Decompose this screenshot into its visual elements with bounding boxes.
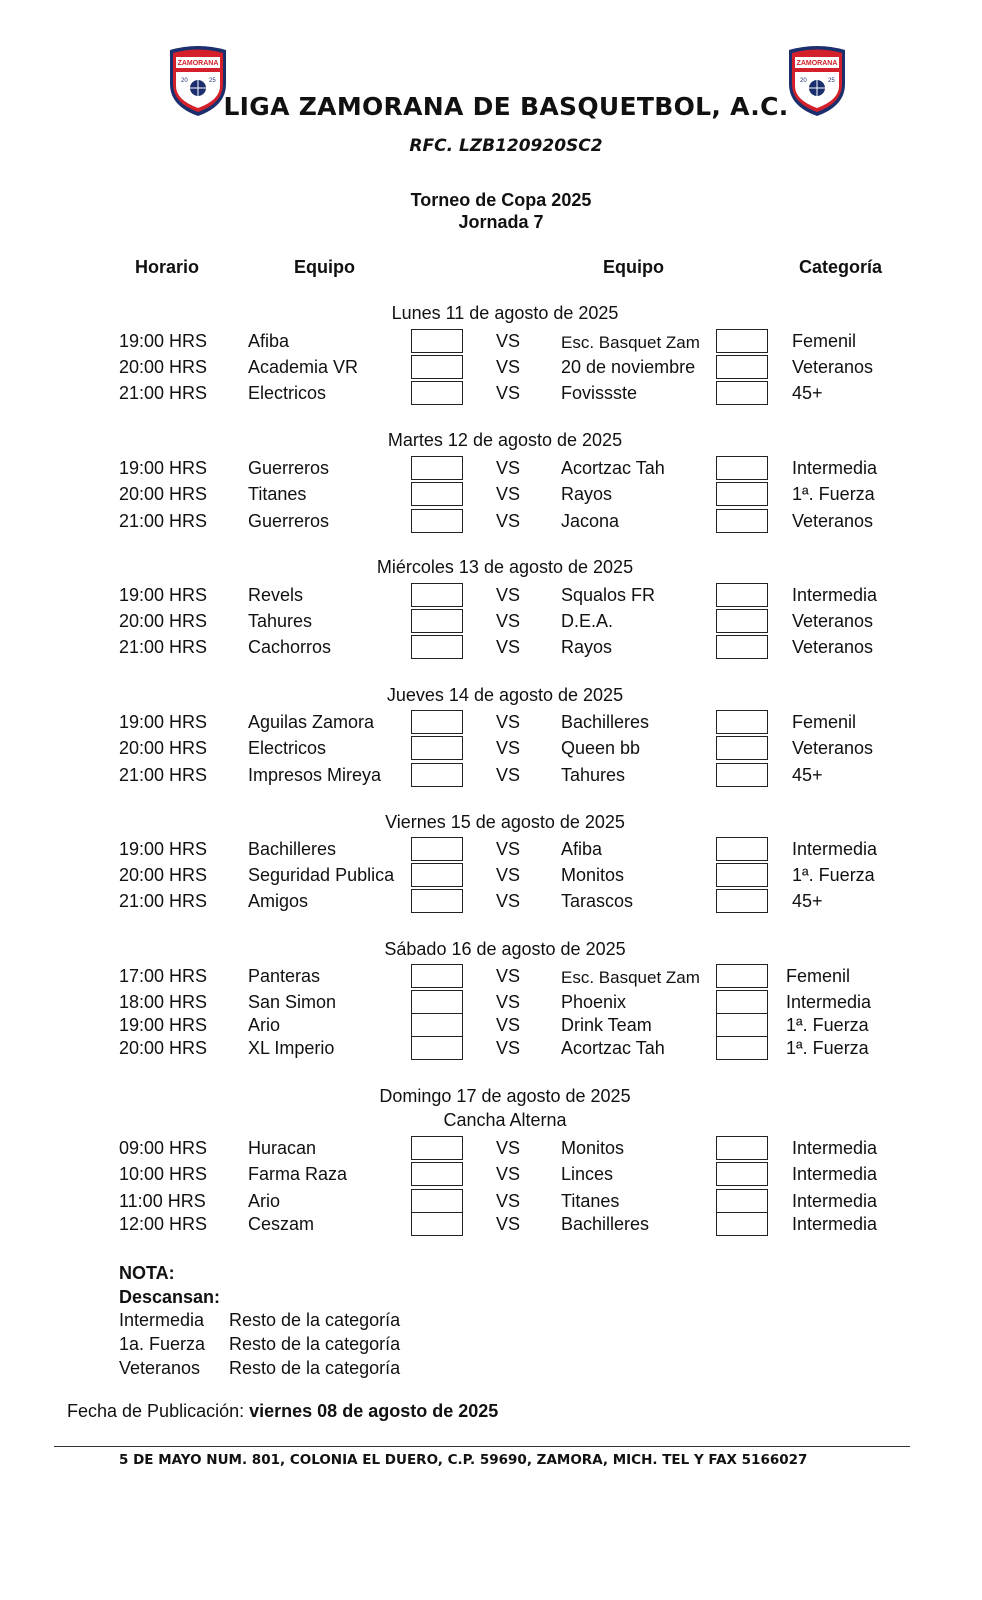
vs-label: VS (496, 511, 521, 531)
match-time: 21:00 HRS (119, 891, 208, 911)
away-score-box (716, 837, 768, 861)
home-score-box (411, 990, 463, 1014)
day-heading: Domingo 17 de agosto de 2025 (379, 1086, 631, 1106)
match-time: 19:00 HRS (119, 1015, 208, 1035)
away-team: Esc. Basquet Zam (561, 333, 700, 352)
away-team: Rayos (561, 484, 613, 504)
vs-label: VS (496, 992, 521, 1012)
away-team: Linces (561, 1164, 614, 1184)
footer-address: 5 DE MAYO NUM. 801, COLONIA EL DUERO, C.P. 59690, ZAMORA, MICH. TEL Y FAX 5166027 (119, 1452, 808, 1468)
home-score-box (411, 964, 463, 988)
away-team: Phoenix (561, 992, 627, 1012)
home-team: Panteras (248, 966, 321, 986)
home-score-box (411, 456, 463, 480)
home-team: San Simon (248, 992, 337, 1012)
home-team: Bachilleres (248, 839, 337, 859)
home-team: Guerreros (248, 458, 330, 478)
away-score-box (716, 482, 768, 506)
away-score-box (716, 964, 768, 988)
away-score-box (716, 355, 768, 379)
away-team: Acortzac Tah (561, 1038, 665, 1058)
match-time: 12:00 HRS (119, 1214, 208, 1234)
match-row (0, 482, 982, 508)
home-team: Ario (248, 1191, 281, 1211)
svg-text:20: 20 (800, 78, 807, 84)
home-team: Cachorros (248, 637, 332, 657)
match-time: 21:00 HRS (119, 637, 208, 657)
tournament-heading (0, 189, 982, 233)
match-row (0, 381, 982, 407)
home-team: XL Imperio (248, 1038, 335, 1058)
vs-label: VS (496, 383, 521, 403)
away-score-box (716, 990, 768, 1014)
away-score-box (716, 736, 768, 760)
match-row (0, 1212, 982, 1238)
match-category: Intermedia (786, 992, 872, 1012)
away-team: Monitos (561, 1138, 625, 1158)
match-category: Femenil (792, 712, 857, 732)
vs-label: VS (496, 1038, 521, 1058)
match-category: 45+ (792, 765, 823, 785)
publication-value: viernes 08 de agosto de 2025 (249, 1401, 499, 1421)
col-header-category: Categoría (799, 257, 883, 277)
away-score-box (716, 609, 768, 633)
match-category: Intermedia (792, 585, 878, 605)
match-time: 09:00 HRS (119, 1138, 208, 1158)
match-time: 21:00 HRS (119, 383, 208, 403)
vs-label: VS (496, 1164, 521, 1184)
match-time: 19:00 HRS (119, 839, 208, 859)
away-score-box (716, 1162, 768, 1186)
away-team: Jacona (561, 511, 620, 531)
home-team: Titanes (248, 484, 307, 504)
away-score-box (716, 1036, 768, 1060)
vs-label: VS (496, 637, 521, 657)
match-row (0, 635, 982, 661)
footer-divider (54, 1446, 910, 1447)
day-subheading: Cancha Alterna (443, 1110, 567, 1130)
match-category: 45+ (792, 891, 823, 911)
home-team: Electricos (248, 383, 327, 403)
match-category: 1ª. Fuerza (786, 1015, 869, 1035)
note-label: NOTA: (119, 1263, 175, 1283)
match-category: Intermedia (792, 839, 878, 859)
away-team: Tahures (561, 765, 626, 785)
day-heading: Viernes 15 de agosto de 2025 (385, 812, 625, 832)
svg-text:20: 20 (181, 78, 188, 84)
away-team: Tarascos (561, 891, 634, 911)
home-score-box (411, 863, 463, 887)
day-heading: Jueves 14 de agosto de 2025 (386, 685, 624, 705)
vs-label: VS (496, 712, 521, 732)
match-category: 1ª. Fuerza (786, 1038, 869, 1058)
match-row (0, 1136, 982, 1162)
match-row (0, 456, 982, 482)
match-row (0, 863, 982, 889)
away-team: D.E.A. (561, 611, 614, 631)
rest-category: Veteranos (119, 1358, 201, 1378)
rest-category: Intermedia (119, 1310, 205, 1330)
col-header-time: Horario (135, 257, 200, 277)
match-row (0, 1162, 982, 1188)
home-score-box (411, 1013, 463, 1037)
away-team: 20 de noviembre (561, 357, 696, 377)
home-score-box (411, 763, 463, 787)
match-category: 1ª. Fuerza (792, 484, 875, 504)
rest-text: Resto de la categoría (229, 1310, 401, 1330)
match-time: 20:00 HRS (119, 738, 208, 758)
home-score-box (411, 837, 463, 861)
match-time: 21:00 HRS (119, 765, 208, 785)
away-team: Titanes (561, 1191, 620, 1211)
match-time: 19:00 HRS (119, 458, 208, 478)
home-score-box (411, 509, 463, 533)
svg-text:ZAMORANA: ZAMORANA (796, 60, 838, 67)
match-category: 1ª. Fuerza (792, 865, 875, 885)
away-team: Acortzac Tah (561, 458, 665, 478)
home-team: Academia VR (248, 357, 359, 377)
match-category: Veteranos (792, 637, 874, 657)
rest-text: Resto de la categoría (229, 1334, 401, 1354)
home-team: Impresos Mireya (248, 765, 382, 785)
match-row (0, 837, 982, 863)
home-team: Amigos (248, 891, 309, 911)
match-time: 19:00 HRS (119, 712, 208, 732)
match-row (0, 329, 982, 355)
match-time: 20:00 HRS (119, 357, 208, 377)
home-score-box (411, 583, 463, 607)
match-time: 10:00 HRS (119, 1164, 208, 1184)
match-category: Femenil (792, 331, 857, 351)
day-heading: Miércoles 13 de agosto de 2025 (376, 557, 634, 577)
away-team: Bachilleres (561, 712, 650, 732)
vs-label: VS (496, 1191, 521, 1211)
match-category: Intermedia (792, 1191, 878, 1211)
vs-label: VS (496, 1138, 521, 1158)
vs-label: VS (496, 611, 521, 631)
home-score-box (411, 1136, 463, 1160)
home-team: Tahures (248, 611, 313, 631)
svg-text:25: 25 (828, 78, 835, 84)
vs-label: VS (496, 891, 521, 911)
home-team: Seguridad Publica (248, 865, 395, 885)
away-score-box (716, 583, 768, 607)
home-team: Guerreros (248, 511, 330, 531)
match-time: 17:00 HRS (119, 966, 208, 986)
away-score-box (716, 889, 768, 913)
home-score-box (411, 736, 463, 760)
vs-label: VS (496, 966, 521, 986)
match-row (0, 710, 982, 736)
away-score-box (716, 710, 768, 734)
match-time: 11:00 HRS (119, 1191, 206, 1211)
away-score-box (716, 456, 768, 480)
match-category: Intermedia (792, 1214, 878, 1234)
home-score-box (411, 355, 463, 379)
publication-label: Fecha de Publicación: (67, 1401, 245, 1421)
day-heading: Sábado 16 de agosto de 2025 (384, 939, 626, 959)
home-score-box (411, 1189, 463, 1213)
tournament-name: Torneo de Copa 2025 (410, 190, 592, 210)
match-time: 20:00 HRS (119, 484, 208, 504)
match-time: 18:00 HRS (119, 992, 208, 1012)
match-row (0, 609, 982, 635)
match-row (0, 1036, 982, 1062)
match-row (0, 889, 982, 915)
home-team: Ario (248, 1015, 281, 1035)
away-team: Rayos (561, 637, 613, 657)
match-row (0, 964, 982, 990)
home-score-box (411, 1036, 463, 1060)
away-team: Drink Team (561, 1015, 652, 1035)
home-score-box (411, 710, 463, 734)
match-row (0, 509, 982, 535)
home-team: Aguilas Zamora (248, 712, 375, 732)
league-title: LIGA ZAMORANA DE BASQUETBOL, A.C. (223, 92, 789, 121)
away-score-box (716, 329, 768, 353)
day-heading: Lunes 11 de agosto de 2025 (391, 303, 619, 323)
match-category: Intermedia (792, 1138, 878, 1158)
away-team: Monitos (561, 865, 625, 885)
home-team: Revels (248, 585, 304, 605)
rest-category: 1a. Fuerza (119, 1334, 206, 1354)
home-score-box (411, 1212, 463, 1236)
rest-label: Descansan: (119, 1287, 221, 1307)
away-team: Fovissste (561, 383, 638, 403)
vs-label: VS (496, 585, 521, 605)
vs-label: VS (496, 1214, 521, 1234)
vs-label: VS (496, 839, 521, 859)
away-score-box (716, 509, 768, 533)
rest-text: Resto de la categoría (229, 1358, 401, 1378)
match-time: 20:00 HRS (119, 1038, 208, 1058)
publication-date (67, 1401, 498, 1422)
home-team: Afiba (248, 331, 290, 351)
match-time: 19:00 HRS (119, 331, 208, 351)
svg-text:25: 25 (209, 78, 216, 84)
vs-label: VS (496, 458, 521, 478)
vs-label: VS (496, 484, 521, 504)
away-score-box (716, 1136, 768, 1160)
vs-label: VS (496, 331, 521, 351)
home-score-box (411, 482, 463, 506)
match-time: 20:00 HRS (119, 611, 208, 631)
rfc-number: RFC. LZB120920SC2 (409, 136, 603, 156)
match-category: 45+ (792, 383, 823, 403)
home-score-box (411, 609, 463, 633)
away-team: Afiba (561, 839, 603, 859)
away-score-box (716, 863, 768, 887)
match-category: Intermedia (792, 458, 878, 478)
away-score-box (716, 381, 768, 405)
away-score-box (716, 1013, 768, 1037)
match-category: Veteranos (792, 611, 874, 631)
round-name: Jornada 7 (458, 212, 544, 232)
away-team: Esc. Basquet Zam (561, 968, 700, 987)
match-time: 21:00 HRS (119, 511, 208, 531)
away-score-box (716, 1212, 768, 1236)
match-category: Veteranos (792, 738, 874, 758)
vs-label: VS (496, 765, 521, 785)
svg-text:ZAMORANA: ZAMORANA (177, 60, 219, 67)
day-heading: Martes 12 de agosto de 2025 (387, 430, 623, 450)
vs-label: VS (496, 865, 521, 885)
home-team: Ceszam (248, 1214, 315, 1234)
match-row (0, 736, 982, 762)
match-category: Intermedia (792, 1164, 878, 1184)
vs-label: VS (496, 357, 521, 377)
match-row (0, 355, 982, 381)
home-score-box (411, 381, 463, 405)
away-team: Squalos FR (561, 585, 656, 605)
home-score-box (411, 1162, 463, 1186)
away-score-box (716, 763, 768, 787)
home-score-box (411, 635, 463, 659)
home-team: Farma Raza (248, 1164, 348, 1184)
match-time: 20:00 HRS (119, 865, 208, 885)
home-score-box (411, 329, 463, 353)
home-team: Electricos (248, 738, 327, 758)
col-header-team2: Equipo (603, 257, 664, 277)
match-row (0, 583, 982, 609)
vs-label: VS (496, 1015, 521, 1035)
match-row (0, 763, 982, 789)
away-score-box (716, 1189, 768, 1213)
col-header-team1: Equipo (294, 257, 355, 277)
away-team: Bachilleres (561, 1214, 650, 1234)
match-category: Veteranos (792, 511, 874, 531)
vs-label: VS (496, 738, 521, 758)
away-score-box (716, 635, 768, 659)
match-category: Veteranos (792, 357, 874, 377)
home-team: Huracan (248, 1138, 317, 1158)
match-category: Femenil (786, 966, 851, 986)
away-team: Queen bb (561, 738, 641, 758)
home-score-box (411, 889, 463, 913)
match-time: 19:00 HRS (119, 585, 208, 605)
